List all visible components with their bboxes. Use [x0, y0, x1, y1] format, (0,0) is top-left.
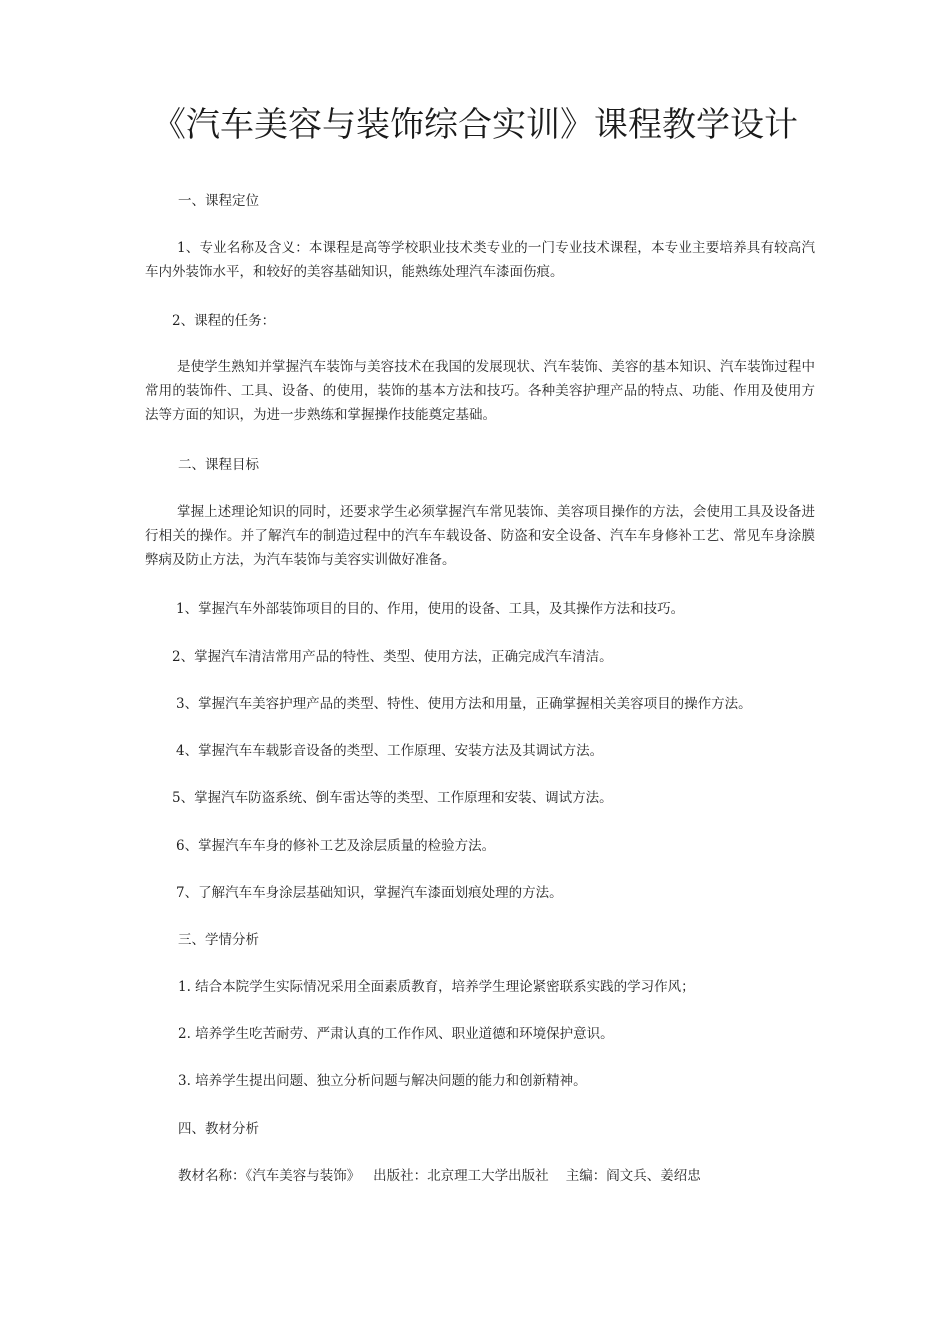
- section-heading-course-objectives: 二、课程目标: [178, 457, 259, 473]
- list-item-objective-6: 6、掌握汽车车身的修补工艺及涂层质量的检验方法。: [176, 838, 496, 854]
- list-item-student-3: 3. 培养学生提出问题、独立分析问题与解决问题的能力和创新精神。: [178, 1073, 587, 1089]
- list-item-objective-2: 2、掌握汽车清洁常用产品的特性、类型、使用方法，正确完成汽车清洁。: [172, 649, 613, 665]
- list-item-objective-3: 3、掌握汽车美容护理产品的类型、特性、使用方法和用量，正确掌握相关美容项目的操作方法。: [176, 696, 752, 712]
- textbook-info: 教材名称：《汽车美容与装饰》 出版社：北京理工大学出版社 主编：阎文兵、姜绍忠: [178, 1168, 701, 1184]
- section-heading-student-analysis: 三、学情分析: [178, 932, 259, 948]
- paragraph-major-definition: 1、专业名称及含义：本课程是高等学校职业技术类专业的一门专业技术课程，本专业主要培养具有较高汽车内外装饰水平，和较好的美容基础知识，能熟练处理汽车漆面伤痕。: [145, 240, 815, 280]
- list-item-objective-7: 7、了解汽车车身涂层基础知识，掌握汽车漆面划痕处理的方法。: [176, 885, 563, 901]
- paragraph-objectives-intro: 掌握上述理论知识的同时，还要求学生必须掌握汽车常见装饰、美容项目操作的方法，会使用工具及设备进行相关的操作。并了解汽车的制造过程中的汽车车载设备、防盗和安全设备、汽车车身修补工艺、常见车身涂膜弊病及防止方法，为汽车装饰与美容实训做好准备。: [145, 504, 815, 568]
- list-item-student-2: 2. 培养学生吃苦耐劳、严肃认真的工作作风、职业道德和环境保护意识。: [178, 1026, 614, 1042]
- paragraph-course-tasks: 是使学生熟知并掌握汽车装饰与美容技术在我国的发展现状、汽车装饰、美容的基本知识、汽车装饰过程中常用的装饰件、工具、设备、的使用，装饰的基本方法和技巧。各种美容护理产品的特点、功能、作用及使用方法等方面的知识，为进一步熟练和掌握操作技能奠定基础。: [145, 359, 815, 423]
- document-title: 《汽车美容与装饰综合实训》课程教学设计: [152, 105, 798, 145]
- subheading-course-tasks: 2、课程的任务：: [172, 313, 276, 329]
- section-heading-textbook-analysis: 四、教材分析: [178, 1121, 259, 1137]
- list-item-objective-4: 4、掌握汽车车载影音设备的类型、工作原理、安装方法及其调试方法。: [176, 743, 604, 759]
- section-heading-course-positioning: 一、课程定位: [178, 193, 259, 209]
- list-item-objective-5: 5、掌握汽车防盗系统、倒车雷达等的类型、工作原理和安装、调试方法。: [172, 790, 613, 806]
- list-item-objective-1: 1、掌握汽车外部装饰项目的目的、作用，使用的设备、工具，及其操作方法和技巧。: [176, 601, 685, 617]
- list-item-student-1: 1. 结合本院学生实际情况采用全面素质教育，培养学生理论紧密联系实践的学习作风；: [178, 979, 695, 995]
